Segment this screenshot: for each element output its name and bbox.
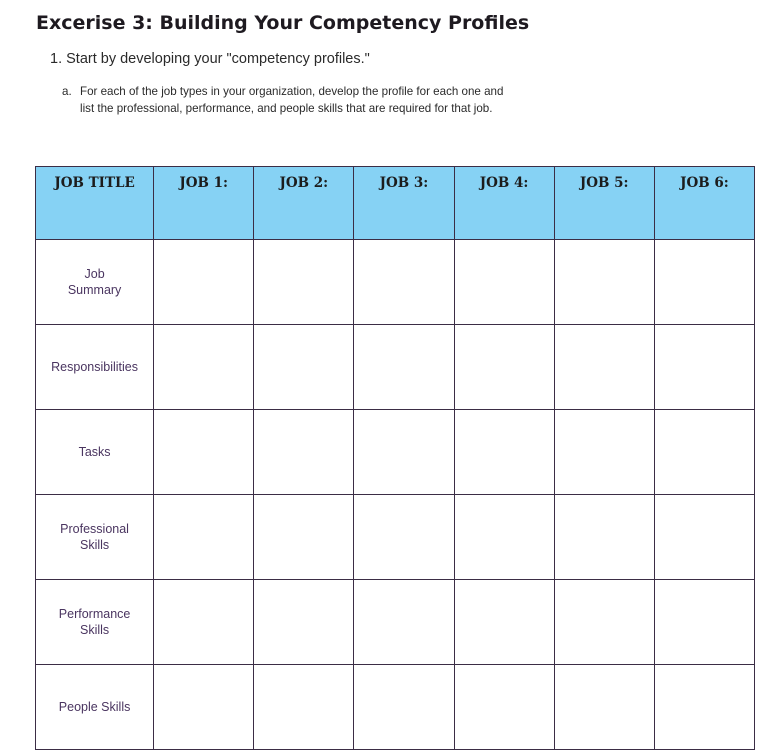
column-header-job-5: JOB 5: xyxy=(554,167,654,240)
column-header-job-4: JOB 4: xyxy=(454,167,554,240)
blank-cell[interactable] xyxy=(154,495,254,580)
column-header-job-1: JOB 1: xyxy=(154,167,254,240)
sub-instruction xyxy=(62,83,622,117)
table-row xyxy=(36,240,755,325)
blank-cell[interactable] xyxy=(454,495,554,580)
blank-cell[interactable] xyxy=(154,665,254,750)
blank-cell[interactable] xyxy=(454,665,554,750)
blank-cell[interactable] xyxy=(454,325,554,410)
row-label-line: Skills xyxy=(79,623,110,637)
sub-instruction-line-1: For each of the job types in your organization, develop the profile for each one and xyxy=(80,85,504,98)
blank-cell[interactable] xyxy=(154,240,254,325)
row-label-line: People Skills xyxy=(58,700,131,714)
column-header-job-title: JOB TITLE xyxy=(36,167,154,240)
blank-cell[interactable] xyxy=(254,665,354,750)
blank-cell[interactable] xyxy=(354,325,454,410)
blank-cell[interactable] xyxy=(554,325,654,410)
sub-instruction-letter: a. xyxy=(62,85,72,98)
blank-cell[interactable] xyxy=(254,410,354,495)
blank-cell[interactable] xyxy=(254,495,354,580)
row-label-line: Summary xyxy=(67,283,122,297)
row-label-responsibilities xyxy=(36,325,154,410)
row-label-line: Job xyxy=(84,267,105,281)
column-header-job-3: JOB 3: xyxy=(354,167,454,240)
blank-cell[interactable] xyxy=(654,325,754,410)
row-label-line: Skills xyxy=(79,538,110,552)
blank-cell[interactable] xyxy=(454,410,554,495)
blank-cell[interactable] xyxy=(254,240,354,325)
blank-cell[interactable] xyxy=(354,580,454,665)
table-row xyxy=(36,325,755,410)
competency-profile-table xyxy=(35,166,755,750)
blank-cell[interactable] xyxy=(154,410,254,495)
row-label-performance-skills xyxy=(36,580,154,665)
row-label-line: Tasks xyxy=(78,445,111,459)
row-label-line: Responsibilities xyxy=(51,360,138,374)
blank-cell[interactable] xyxy=(454,580,554,665)
row-label-tasks xyxy=(36,410,154,495)
blank-cell[interactable] xyxy=(554,665,654,750)
table-row xyxy=(36,495,755,580)
sub-instruction-line-2: list the professional, performance, and people skills that are required for that job. xyxy=(80,102,493,115)
row-label-professional-skills xyxy=(36,495,154,580)
blank-cell[interactable] xyxy=(254,580,354,665)
blank-cell[interactable] xyxy=(154,580,254,665)
blank-cell[interactable] xyxy=(654,580,754,665)
blank-cell[interactable] xyxy=(554,240,654,325)
blank-cell[interactable] xyxy=(654,240,754,325)
blank-cell[interactable] xyxy=(354,410,454,495)
blank-cell[interactable] xyxy=(654,410,754,495)
table-header-row xyxy=(36,167,755,240)
page-title: Excerise 3: Building Your Competency Profiles xyxy=(36,12,530,34)
blank-cell[interactable] xyxy=(554,495,654,580)
blank-cell[interactable] xyxy=(654,665,754,750)
row-label-people-skills xyxy=(36,665,154,750)
blank-cell[interactable] xyxy=(454,240,554,325)
blank-cell[interactable] xyxy=(554,410,654,495)
blank-cell[interactable] xyxy=(254,325,354,410)
step-instruction: 1. Start by developing your "competency profiles." xyxy=(50,51,370,67)
row-label-line: Performance xyxy=(58,607,131,621)
blank-cell[interactable] xyxy=(354,495,454,580)
blank-cell[interactable] xyxy=(354,665,454,750)
blank-cell[interactable] xyxy=(354,240,454,325)
row-label-line: Professional xyxy=(60,522,129,536)
blank-cell[interactable] xyxy=(154,325,254,410)
column-header-job-6: JOB 6: xyxy=(654,167,754,240)
table-row xyxy=(36,410,755,495)
table-row xyxy=(36,580,755,665)
column-header-job-2: JOB 2: xyxy=(254,167,354,240)
table-row xyxy=(36,665,755,750)
blank-cell[interactable] xyxy=(554,580,654,665)
blank-cell[interactable] xyxy=(654,495,754,580)
row-label-job-summary xyxy=(36,240,154,325)
